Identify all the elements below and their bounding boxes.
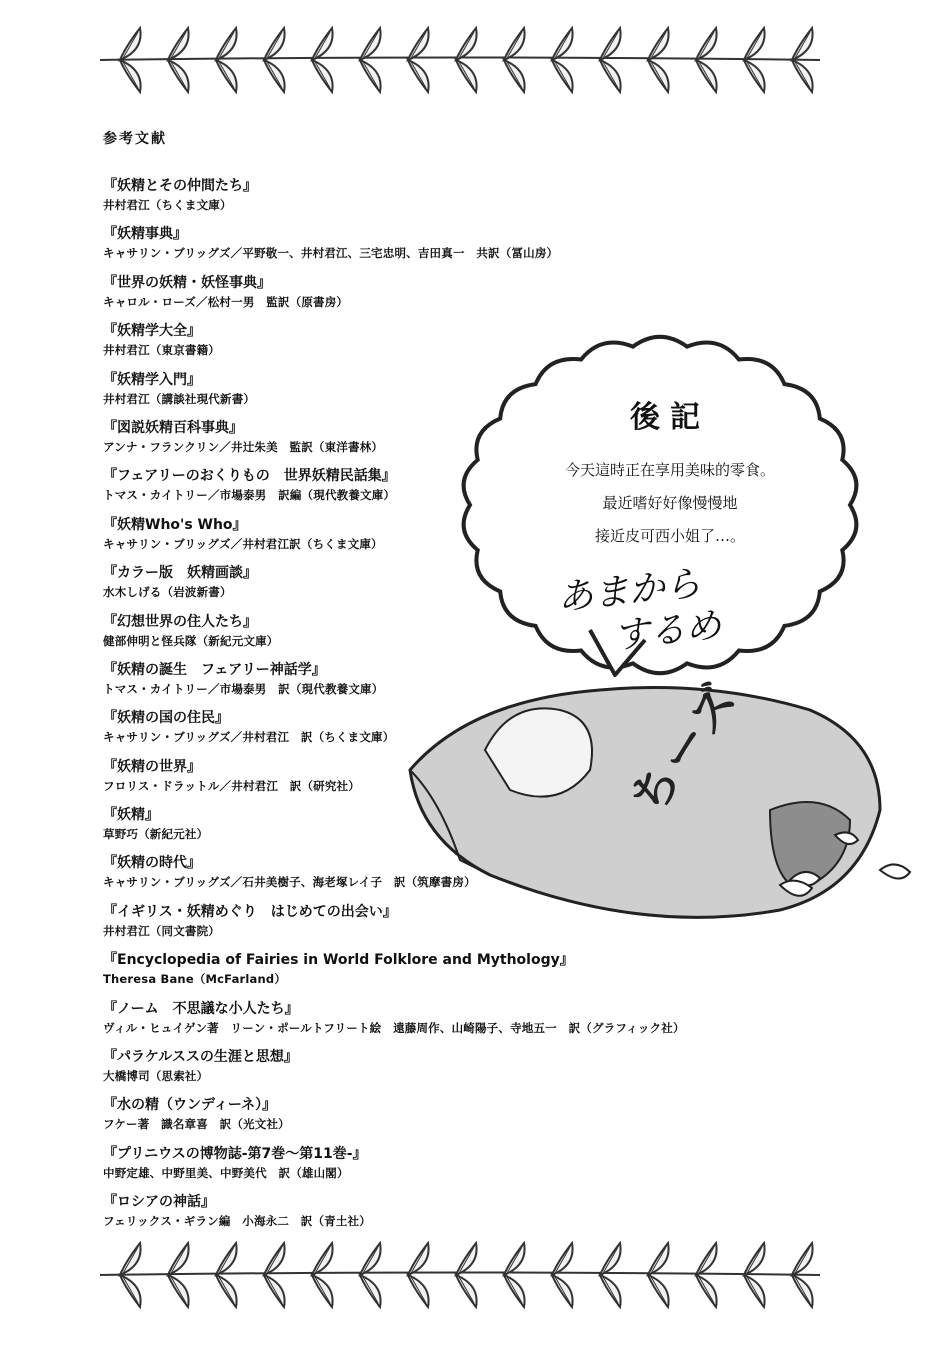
reference-author: フロリス・ドラットル／井村君江 訳（研究社） xyxy=(103,778,360,793)
reference-title: 『妖精Who's Who』 xyxy=(103,516,247,533)
reference-title: 『妖精の誕生 フェアリー神話学』 xyxy=(103,661,326,678)
reference-author: アンナ・フランクリン／井辻朱美 監訳（東洋書林） xyxy=(103,439,384,454)
reference-author: キャサリン・ブリッグズ／石井美樹子、海老塚レイ子 訳（筑摩書房） xyxy=(103,875,476,890)
reference-item xyxy=(103,1047,623,1095)
reference-title: 『世界の妖精・妖怪事典』 xyxy=(103,274,271,291)
reference-title: 『妖精事典』 xyxy=(103,226,187,243)
reference-title: 『カラー版 妖精画談』 xyxy=(103,565,257,582)
reference-title: 『プリニウスの博物誌-第7巻～第11巻-』 xyxy=(103,1145,367,1162)
reference-title: 『幻想世界の住人たち』 xyxy=(103,613,257,630)
chip-bag-label: ちーズ xyxy=(620,671,750,823)
reference-author: キャロル・ローズ／松村一男 監訳（原書房） xyxy=(103,294,349,309)
reference-title: 『妖精とその仲間たち』 xyxy=(103,178,257,194)
reference-title: 『水の精（ウンディーネ）』 xyxy=(103,1097,277,1114)
afterword-text xyxy=(520,454,820,553)
reference-author: 井村君江（ちくま文庫） xyxy=(103,198,232,212)
reference-author: キャサリン・ブリッグズ／井村君江訳（ちくま文庫） xyxy=(103,536,383,551)
afterword-line: 今天這時正在享用美味的零食。 xyxy=(564,461,775,479)
reference-title: 『妖精』 xyxy=(103,807,159,824)
reference-author: フェリックス・ギラン編 小海永二 訳（青土社） xyxy=(103,1214,371,1229)
references-heading: 参考文献 xyxy=(103,131,167,147)
reference-author: ヴィル・ヒュイゲン著 リーン・ポールトフリート絵 遠藤周作、山崎陽子、寺地五一 訳（グラフィック社） xyxy=(103,1020,685,1035)
reference-title: 『Encyclopedia of Fairies in World Folklore and Mythology』 xyxy=(103,952,574,969)
reference-item xyxy=(103,1095,623,1143)
signature-line: あまから xyxy=(555,563,703,619)
reference-item xyxy=(103,273,623,321)
reference-title: 『妖精の世界』 xyxy=(103,758,201,775)
bottom-vine-ornament xyxy=(80,1230,840,1320)
reference-author: 井村君江（同文書院） xyxy=(103,923,220,938)
reference-author: キャサリン・ブリッグズ／井村君江 訳（ちくま文庫） xyxy=(103,730,395,745)
reference-author: トマス・カイトリー／市場泰男 訳編（現代教養文庫） xyxy=(103,488,396,503)
reference-title: 『図説妖精百科事典』 xyxy=(103,419,243,436)
reference-title: 『妖精学入門』 xyxy=(103,371,201,388)
reference-item xyxy=(103,224,623,272)
reference-title: 『ノーム 不思議な小人たち』 xyxy=(103,1000,299,1017)
reference-author: 中野定雄、中野里美、中野美代 訳（雄山閣） xyxy=(103,1165,349,1180)
afterword-title: 後記 xyxy=(630,400,710,435)
reference-title: 『フェアリーのおくりもの 世界妖精民話集』 xyxy=(103,468,396,485)
signature-line: するめ xyxy=(611,605,724,658)
reference-item xyxy=(103,950,623,998)
reference-title: 『妖精の時代』 xyxy=(103,855,201,872)
reference-author: Theresa Bane（McFarland） xyxy=(103,972,287,987)
reference-author: 井村君江（東京書籍） xyxy=(103,343,220,358)
reference-author: 草野巧（新紀元社） xyxy=(103,827,209,842)
reference-title: 『イギリス・妖精めぐり はじめての出会い』 xyxy=(103,903,397,920)
reference-author: 健部伸明と怪兵隊（新紀元文庫） xyxy=(103,633,279,648)
reference-item xyxy=(103,176,623,224)
reference-author: 水木しげる（岩波新書） xyxy=(103,585,232,600)
reference-title: 『妖精学大全』 xyxy=(103,323,201,340)
reference-item xyxy=(103,999,685,1047)
reference-title: 『妖精の国の住民』 xyxy=(103,710,229,727)
reference-title: 『パラケルススの生涯と思想』 xyxy=(103,1049,298,1066)
reference-author: キャサリン・ブリッグズ／平野敬一、井村君江、三宅忠明、吉田真一 共訳（冨山房） xyxy=(103,246,559,261)
reference-item xyxy=(103,1144,623,1192)
top-vine-ornament xyxy=(80,15,840,105)
afterword-line: 接近皮可西小姐了…。 xyxy=(594,527,745,545)
reference-author: フケー著 識名章喜 訳（光文社） xyxy=(103,1117,290,1132)
reference-author: トマス・カイトリー／市場泰男 訳（現代教養文庫） xyxy=(103,681,384,696)
reference-author: 大橋博司（思索社） xyxy=(103,1069,209,1084)
reference-author: 井村君江（講談社現代新書） xyxy=(103,391,256,406)
reference-title: 『ロシアの神話』 xyxy=(103,1194,215,1211)
afterword-line: 最近嗜好好像慢慢地 xyxy=(602,494,738,512)
